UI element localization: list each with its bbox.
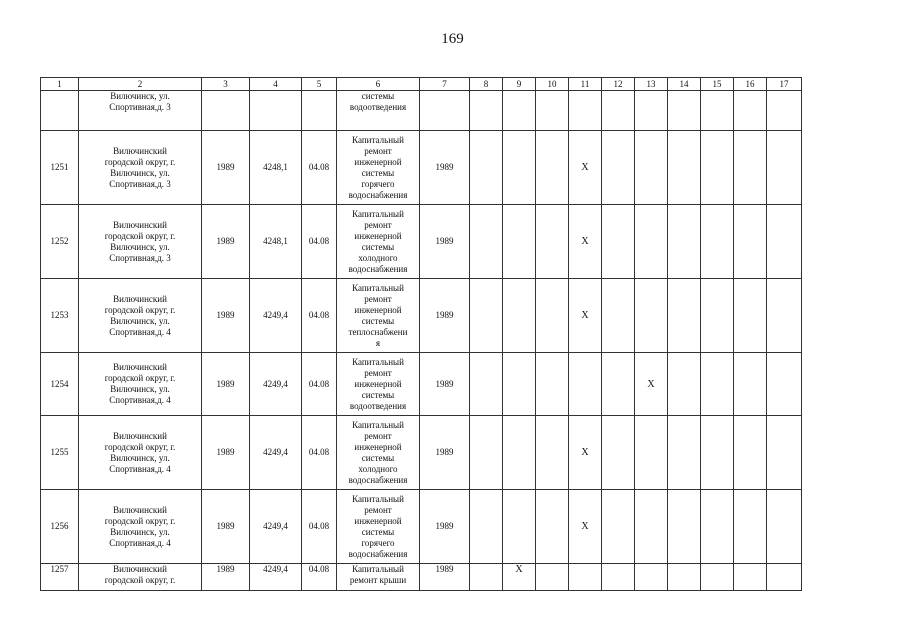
period-mark-cell: [701, 279, 734, 353]
address-cell: Вилючинский городской округ, г. Вилючинск, ул. Спортивная,д. 3: [79, 131, 202, 205]
period-mark-cell: X: [569, 416, 602, 490]
period-mark-cell: [536, 564, 569, 591]
period-mark-cell: X: [635, 353, 668, 416]
period-mark-cell: [767, 279, 802, 353]
work-type-cell: Капитальный ремонт инженерной системы холодного водоснабжения: [337, 205, 420, 279]
period-mark-cell: [668, 490, 701, 564]
period-mark-cell: [536, 416, 569, 490]
header-cell: 15: [701, 78, 734, 91]
period-mark-cell: [569, 91, 602, 131]
address-cell: Вилючинск, ул. Спортивная,д. 3: [79, 91, 202, 131]
table-row: [41, 353, 802, 416]
plan-year-cell: 1989: [420, 279, 470, 353]
build-year-cell: [202, 91, 250, 131]
period-mark-cell: [734, 490, 767, 564]
build-year-cell: 1989: [202, 416, 250, 490]
work-type-cell: Капитальный ремонт инженерной системы холодного водоснабжения: [337, 416, 420, 490]
period-mark-cell: [470, 131, 503, 205]
header-cell: 12: [602, 78, 635, 91]
period-mark-cell: [701, 353, 734, 416]
period-mark-cell: [734, 131, 767, 205]
period-mark-cell: [635, 91, 668, 131]
table-row: [41, 279, 802, 353]
period-mark-cell: [470, 564, 503, 591]
area-cell: 4249,4: [250, 416, 302, 490]
header-cell: 13: [635, 78, 668, 91]
period-mark-cell: [602, 279, 635, 353]
table-row: [41, 416, 802, 490]
address-cell: Вилючинский городской округ, г. Вилючинск, ул. Спортивная,д. 4: [79, 353, 202, 416]
period-mark-cell: [503, 416, 536, 490]
area-cell: 4249,4: [250, 490, 302, 564]
period-mark-cell: [767, 205, 802, 279]
period-mark-cell: [734, 279, 767, 353]
period-mark-cell: [701, 205, 734, 279]
period-mark-cell: [470, 279, 503, 353]
plan-year-cell: 1989: [420, 353, 470, 416]
plan-year-cell: 1989: [420, 131, 470, 205]
period-mark-cell: [470, 205, 503, 279]
header-cell: 9: [503, 78, 536, 91]
code-cell: 04.08: [302, 205, 337, 279]
plan-year-cell: 1989: [420, 564, 470, 591]
area-cell: [250, 91, 302, 131]
period-mark-cell: [602, 564, 635, 591]
period-mark-cell: [602, 205, 635, 279]
period-mark-cell: [668, 279, 701, 353]
build-year-cell: 1989: [202, 205, 250, 279]
period-mark-cell: [767, 490, 802, 564]
work-type-cell: Капитальный ремонт инженерной системы горячего водоснабжения: [337, 490, 420, 564]
header-cell: 7: [420, 78, 470, 91]
period-mark-cell: [635, 131, 668, 205]
row-number-cell: 1254: [41, 353, 79, 416]
header-cell: 5: [302, 78, 337, 91]
period-mark-cell: [470, 416, 503, 490]
period-mark-cell: [767, 416, 802, 490]
period-mark-cell: [734, 91, 767, 131]
code-cell: [302, 91, 337, 131]
work-type-cell: Капитальный ремонт крыши: [337, 564, 420, 591]
period-mark-cell: [668, 91, 701, 131]
table-row: [41, 131, 802, 205]
period-mark-cell: [701, 490, 734, 564]
work-type-cell: Капитальный ремонт инженерной системы теплоснабжени я: [337, 279, 420, 353]
period-mark-cell: X: [569, 205, 602, 279]
header-cell: 4: [250, 78, 302, 91]
period-mark-cell: [767, 353, 802, 416]
period-mark-cell: [503, 131, 536, 205]
period-mark-cell: [470, 490, 503, 564]
code-cell: 04.08: [302, 353, 337, 416]
period-mark-cell: [668, 416, 701, 490]
plan-year-cell: 1989: [420, 490, 470, 564]
header-cell: 17: [767, 78, 802, 91]
work-type-cell: Капитальный ремонт инженерной системы водоотведения: [337, 353, 420, 416]
period-mark-cell: X: [569, 279, 602, 353]
period-mark-cell: [767, 131, 802, 205]
row-number-cell: 1251: [41, 131, 79, 205]
row-number-cell: 1257: [41, 564, 79, 591]
header-cell: 16: [734, 78, 767, 91]
address-cell: Вилючинский городской округ, г. Вилючинск, ул. Спортивная,д. 4: [79, 490, 202, 564]
code-cell: 04.08: [302, 279, 337, 353]
header-cell: 11: [569, 78, 602, 91]
period-mark-cell: [734, 353, 767, 416]
table-row: [41, 205, 802, 279]
period-mark-cell: [635, 416, 668, 490]
period-mark-cell: [536, 205, 569, 279]
period-mark-cell: [536, 353, 569, 416]
area-cell: 4249,4: [250, 353, 302, 416]
period-mark-cell: [635, 564, 668, 591]
build-year-cell: 1989: [202, 353, 250, 416]
build-year-cell: 1989: [202, 279, 250, 353]
table-row: [41, 564, 802, 591]
table-row: [41, 91, 802, 131]
period-mark-cell: [536, 131, 569, 205]
row-number-cell: [41, 91, 79, 131]
period-mark-cell: [503, 205, 536, 279]
period-mark-cell: [602, 353, 635, 416]
table-row: [41, 490, 802, 564]
build-year-cell: 1989: [202, 131, 250, 205]
header-row: [41, 78, 802, 91]
address-cell: Вилючинский городской округ, г. Вилючинск, ул. Спортивная,д. 4: [79, 416, 202, 490]
period-mark-cell: [734, 416, 767, 490]
code-cell: 04.08: [302, 416, 337, 490]
work-type-cell: Капитальный ремонт инженерной системы горячего водоснабжения: [337, 131, 420, 205]
row-number-cell: 1256: [41, 490, 79, 564]
period-mark-cell: [602, 490, 635, 564]
period-mark-cell: [470, 353, 503, 416]
build-year-cell: 1989: [202, 564, 250, 591]
period-mark-cell: [569, 564, 602, 591]
row-number-cell: 1252: [41, 205, 79, 279]
period-mark-cell: [701, 91, 734, 131]
period-mark-cell: X: [569, 490, 602, 564]
period-mark-cell: [701, 416, 734, 490]
period-mark-cell: [602, 131, 635, 205]
period-mark-cell: [536, 490, 569, 564]
plan-year-cell: 1989: [420, 205, 470, 279]
header-cell: 8: [470, 78, 503, 91]
period-mark-cell: [701, 131, 734, 205]
code-cell: 04.08: [302, 131, 337, 205]
period-mark-cell: [668, 131, 701, 205]
period-mark-cell: [668, 353, 701, 416]
period-mark-cell: [503, 490, 536, 564]
period-mark-cell: [701, 564, 734, 591]
period-mark-cell: X: [569, 131, 602, 205]
code-cell: 04.08: [302, 490, 337, 564]
period-mark-cell: X: [503, 564, 536, 591]
period-mark-cell: [470, 91, 503, 131]
area-cell: 4249,4: [250, 279, 302, 353]
period-mark-cell: [635, 205, 668, 279]
register-table: [40, 77, 802, 591]
period-mark-cell: [668, 564, 701, 591]
header-cell: 14: [668, 78, 701, 91]
header-cell: 2: [79, 78, 202, 91]
period-mark-cell: [602, 416, 635, 490]
period-mark-cell: [734, 564, 767, 591]
period-mark-cell: [635, 279, 668, 353]
period-mark-cell: [668, 205, 701, 279]
header-cell: 3: [202, 78, 250, 91]
address-cell: Вилючинский городской округ, г. Вилючинск, ул. Спортивная,д. 4: [79, 279, 202, 353]
page-number: 169: [441, 31, 464, 47]
address-cell: Вилючинский городской округ, г. Вилючинск, ул. Спортивная,д. 3: [79, 205, 202, 279]
period-mark-cell: [767, 564, 802, 591]
area-cell: 4249,4: [250, 564, 302, 591]
period-mark-cell: [503, 353, 536, 416]
table-body: [41, 91, 802, 591]
header-cell: 6: [337, 78, 420, 91]
period-mark-cell: [635, 490, 668, 564]
plan-year-cell: 1989: [420, 416, 470, 490]
area-cell: 4248,1: [250, 131, 302, 205]
period-mark-cell: [536, 91, 569, 131]
period-mark-cell: [767, 91, 802, 131]
period-mark-cell: [503, 91, 536, 131]
row-number-cell: 1255: [41, 416, 79, 490]
period-mark-cell: [602, 91, 635, 131]
build-year-cell: 1989: [202, 490, 250, 564]
plan-year-cell: [420, 91, 470, 131]
period-mark-cell: [536, 279, 569, 353]
header-cell: 10: [536, 78, 569, 91]
work-type-cell: системы водоотведения: [337, 91, 420, 131]
period-mark-cell: [734, 205, 767, 279]
period-mark-cell: [569, 353, 602, 416]
code-cell: 04.08: [302, 564, 337, 591]
period-mark-cell: [503, 279, 536, 353]
header-cell: 1: [41, 78, 79, 91]
row-number-cell: 1253: [41, 279, 79, 353]
address-cell: Вилючинский городской округ, г.: [79, 564, 202, 591]
area-cell: 4248,1: [250, 205, 302, 279]
